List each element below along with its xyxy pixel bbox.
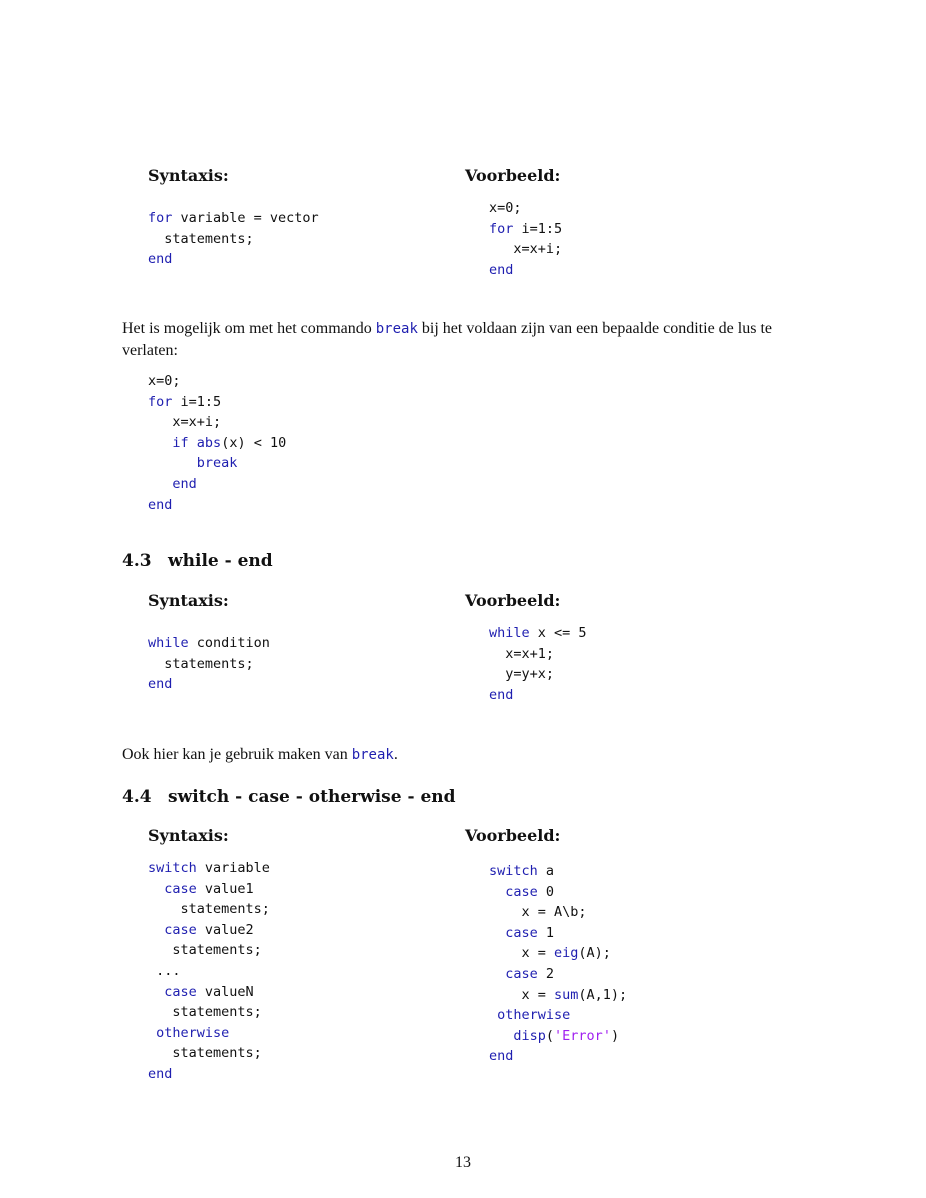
break-keyword-inline: break (375, 321, 418, 337)
page-number: 13 (455, 1154, 471, 1171)
code-keyword: eig (554, 945, 579, 962)
section-4-3-number: 4.3 (122, 551, 152, 571)
code-line (148, 982, 270, 1003)
code-text: (A); (578, 945, 611, 962)
code-line (489, 239, 562, 260)
code-keyword: end (489, 261, 514, 278)
section-4-4-title: switch - case - otherwise - end (168, 787, 456, 807)
code-line (148, 961, 270, 982)
code-text: x=0; (489, 200, 522, 216)
code-line (148, 208, 319, 229)
section-4-4-heading (122, 787, 456, 807)
code-text (489, 966, 505, 982)
code-keyword: switch (489, 863, 538, 879)
code-text: x = (489, 986, 555, 1003)
code-line (489, 1005, 627, 1026)
code-line (148, 1043, 270, 1064)
while-example-code (489, 623, 587, 705)
code-text (148, 881, 164, 897)
break-keyword-inline-2: break (351, 747, 394, 763)
code-line (489, 219, 562, 240)
break-paragraph (122, 318, 802, 362)
for-example-code (489, 198, 562, 280)
code-keyword: case (164, 983, 197, 1000)
code-line (489, 623, 587, 644)
code-line (148, 899, 270, 920)
code-keyword: case (164, 921, 197, 938)
code-line (489, 198, 562, 219)
code-keyword: end (489, 686, 514, 703)
code-text (148, 435, 172, 451)
code-text: x=0; (148, 373, 181, 389)
code-text (489, 1028, 513, 1044)
code-line (489, 260, 562, 281)
code-line (148, 392, 286, 413)
code-line (489, 943, 627, 964)
code-line (148, 1023, 270, 1044)
code-line (489, 882, 627, 903)
section-4-3-heading (122, 551, 273, 571)
code-text: 0 (537, 883, 555, 900)
code-line (489, 985, 627, 1006)
code-text: statements; (148, 230, 254, 247)
switch-syntax-label: Syntaxis: (148, 826, 229, 845)
code-line (148, 371, 286, 392)
code-keyword: otherwise (156, 1024, 230, 1041)
while-paragraph-text-before: Ook hier kan je gebruik maken van (122, 746, 352, 763)
code-text: statements; (148, 1045, 262, 1062)
code-line (489, 902, 627, 923)
switch-example-code (489, 861, 627, 1067)
code-line (148, 920, 270, 941)
code-text (148, 922, 164, 938)
break-paragraph-text-after: bij het voldaan zijn van een bepaalde conditie de lus te verlaten: (122, 320, 772, 359)
code-text: valueN (196, 983, 254, 1000)
code-keyword: for (148, 210, 173, 226)
code-keyword: end (489, 1048, 514, 1065)
code-line (489, 685, 587, 706)
code-text: 1 (537, 924, 555, 941)
for-example-label: Voorbeeld: (465, 166, 561, 185)
code-line (148, 633, 270, 654)
code-text: x=x+1; (489, 645, 555, 662)
code-text: a (537, 863, 555, 879)
code-text: condition (188, 635, 270, 651)
code-line (489, 923, 627, 944)
code-text: ) (610, 1027, 620, 1044)
code-text (148, 984, 164, 1000)
code-keyword: while (148, 635, 189, 651)
code-line (148, 1064, 270, 1085)
code-keyword: otherwise (497, 1007, 571, 1024)
code-text: x <= 5 (529, 625, 587, 641)
while-syntax-code (148, 633, 270, 695)
code-line (148, 858, 270, 879)
section-4-4-number: 4.4 (122, 787, 152, 807)
code-line (148, 229, 319, 250)
code-text: statements; (148, 942, 262, 959)
code-text (148, 476, 172, 492)
while-syntax-label: Syntaxis: (148, 591, 229, 610)
code-keyword: end (148, 496, 173, 513)
code-text: value1 (196, 880, 254, 897)
code-text: x = (489, 945, 555, 962)
code-text: (A,1); (578, 986, 628, 1003)
code-line (148, 1002, 270, 1023)
code-text: x=x+i; (148, 414, 222, 431)
break-paragraph-text-before: Het is mogelijk om met het commando (122, 320, 376, 337)
code-keyword: switch (148, 860, 197, 876)
code-text: i=1:5 (172, 393, 222, 410)
code-keyword: for (148, 393, 173, 410)
code-line (148, 674, 270, 695)
code-keyword: end (148, 676, 173, 693)
code-line (148, 654, 270, 675)
code-keyword: break (196, 455, 238, 472)
code-keyword: while (489, 625, 530, 641)
code-text: statements; (148, 655, 254, 672)
code-string: 'Error' (554, 1027, 611, 1044)
code-text (189, 435, 197, 451)
code-line (148, 474, 286, 495)
code-text: x = A\b; (489, 904, 587, 921)
for-syntax-label: Syntaxis: (148, 166, 229, 185)
code-text: variable (196, 860, 270, 876)
break-example-code (148, 371, 286, 515)
code-keyword: case (164, 880, 197, 897)
code-keyword: case (505, 965, 538, 982)
code-line (489, 644, 587, 665)
switch-syntax-code (148, 858, 270, 1085)
code-text: ... (148, 962, 181, 979)
code-text (489, 1007, 497, 1023)
code-keyword: case (505, 883, 538, 900)
code-keyword: abs (196, 434, 222, 451)
while-example-label: Voorbeeld: (465, 591, 561, 610)
code-line (489, 1046, 627, 1067)
code-text (148, 455, 197, 471)
while-paragraph (122, 744, 802, 766)
code-text: statements; (148, 901, 270, 918)
section-4-3-title: while - end (168, 551, 273, 571)
code-line (148, 495, 286, 516)
code-text: i=1:5 (513, 220, 563, 237)
code-text: x=x+i; (489, 241, 563, 258)
code-text: variable = vector (172, 210, 319, 226)
code-text: 2 (537, 965, 555, 982)
code-text: ( (545, 1027, 555, 1044)
code-line (489, 664, 587, 685)
for-syntax-code (148, 208, 319, 270)
code-text: y=y+x; (489, 666, 555, 683)
code-line (148, 412, 286, 433)
code-line (148, 453, 286, 474)
code-line (489, 861, 627, 882)
code-line (148, 879, 270, 900)
code-keyword: end (172, 475, 197, 492)
code-keyword: case (505, 924, 538, 941)
code-line (148, 433, 286, 454)
code-text (148, 1025, 156, 1041)
code-keyword: end (148, 1065, 173, 1082)
code-text (489, 884, 505, 900)
code-text: value2 (196, 921, 254, 938)
code-keyword: if (172, 434, 189, 451)
switch-example-label: Voorbeeld: (465, 826, 561, 845)
code-text: statements; (148, 1004, 262, 1021)
code-keyword: for (489, 220, 514, 237)
code-line (489, 964, 627, 985)
code-keyword: sum (554, 986, 579, 1003)
code-line (148, 249, 319, 270)
code-line (489, 1026, 627, 1047)
code-text (489, 925, 505, 941)
code-line (148, 940, 270, 961)
code-text: (x) < 10 (221, 434, 287, 451)
while-paragraph-text-after: . (393, 746, 398, 763)
code-keyword: end (148, 251, 173, 268)
code-keyword: disp (513, 1027, 546, 1044)
